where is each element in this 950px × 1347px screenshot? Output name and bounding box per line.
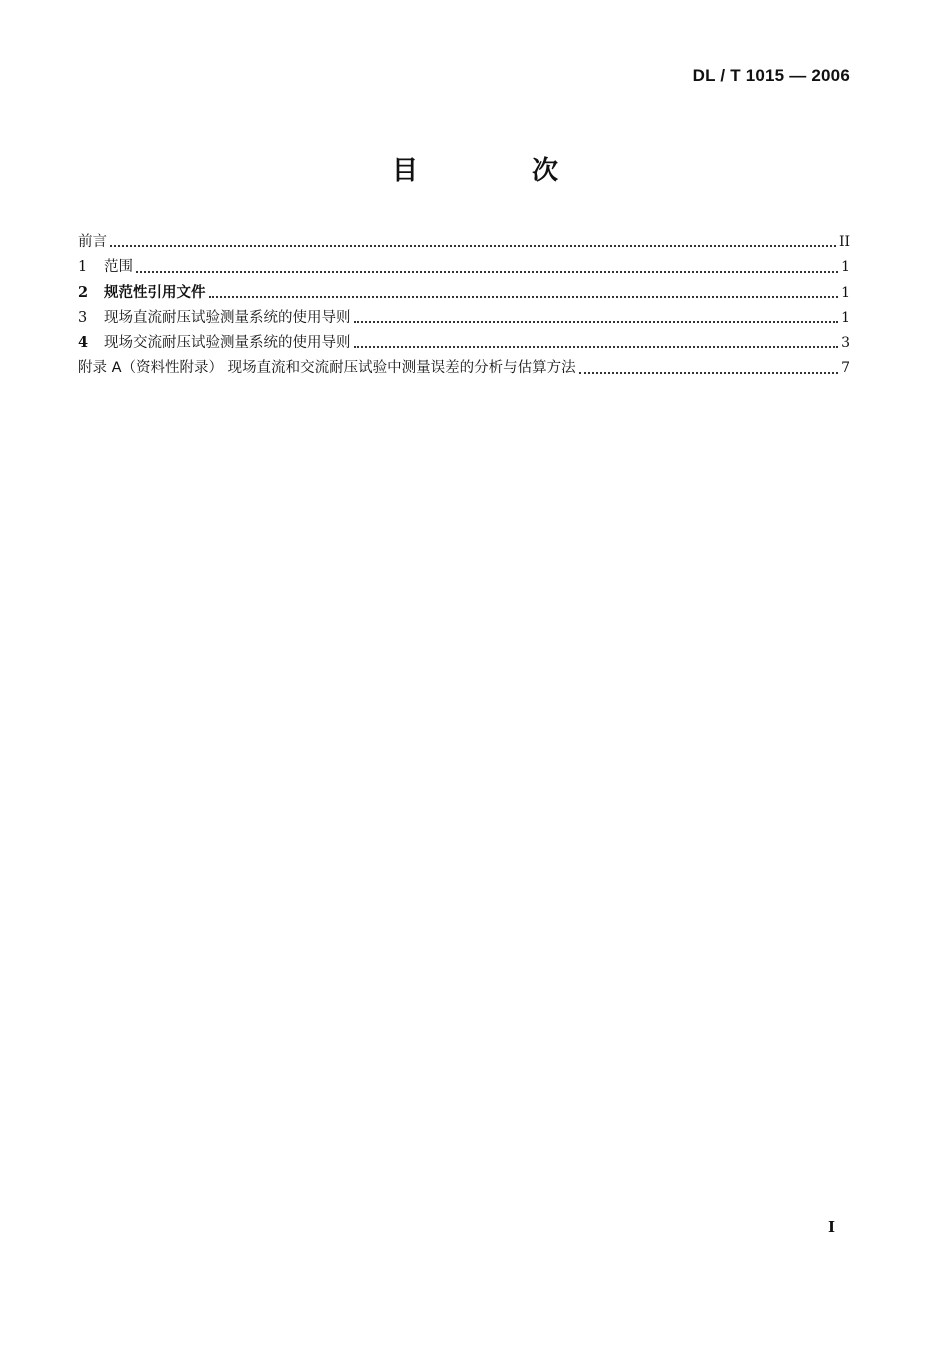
toc-entry-number: 2 [78,283,89,301]
toc-entry-normative-references[interactable] [78,281,850,306]
toc-leader-dots [579,371,838,374]
toc-leader-dots [110,244,836,247]
toc-entry-ac-guide[interactable] [78,331,850,356]
toc-entry-number: 3 [78,309,88,326]
toc-entry-label: 附录 A（资料性附录） 现场直流和交流耐压试验中测量误差的分析与估算方法 [78,360,576,377]
toc-entry-label: 范围 [104,259,133,276]
toc-entry-page: 1 [841,259,850,276]
toc-entry-label: 前言 [78,234,107,250]
table-of-contents [78,230,850,382]
toc-leader-dots [136,270,838,273]
toc-leader-dots [354,320,839,323]
toc-entry-label: 规范性引用文件 [104,284,206,301]
toc-entry-page: 1 [841,284,850,301]
document-code: DL / T 1015 — 2006 [692,66,850,85]
toc-entry-dc-guide[interactable] [78,306,850,331]
toc-leader-dots [209,295,839,298]
toc-entry-page: 1 [841,309,850,326]
toc-entry-number: 4 [78,334,89,352]
toc-title: 目 次 [391,156,602,186]
toc-entry-appendix-a[interactable] [78,356,850,381]
toc-leader-dots [354,345,839,348]
page-number: I [828,1218,836,1236]
toc-entry-label: 现场交流耐压试验测量系统的使用导则 [104,335,351,352]
toc-entry-foreword[interactable] [78,230,850,255]
toc-entry-page: 7 [841,360,850,377]
toc-entry-number: 1 [78,259,88,276]
toc-entry-scope[interactable] [78,255,850,280]
toc-entry-page: II [838,234,850,250]
toc-entry-label: 现场直流耐压试验测量系统的使用导则 [104,309,351,326]
toc-entry-page: 3 [841,335,850,352]
